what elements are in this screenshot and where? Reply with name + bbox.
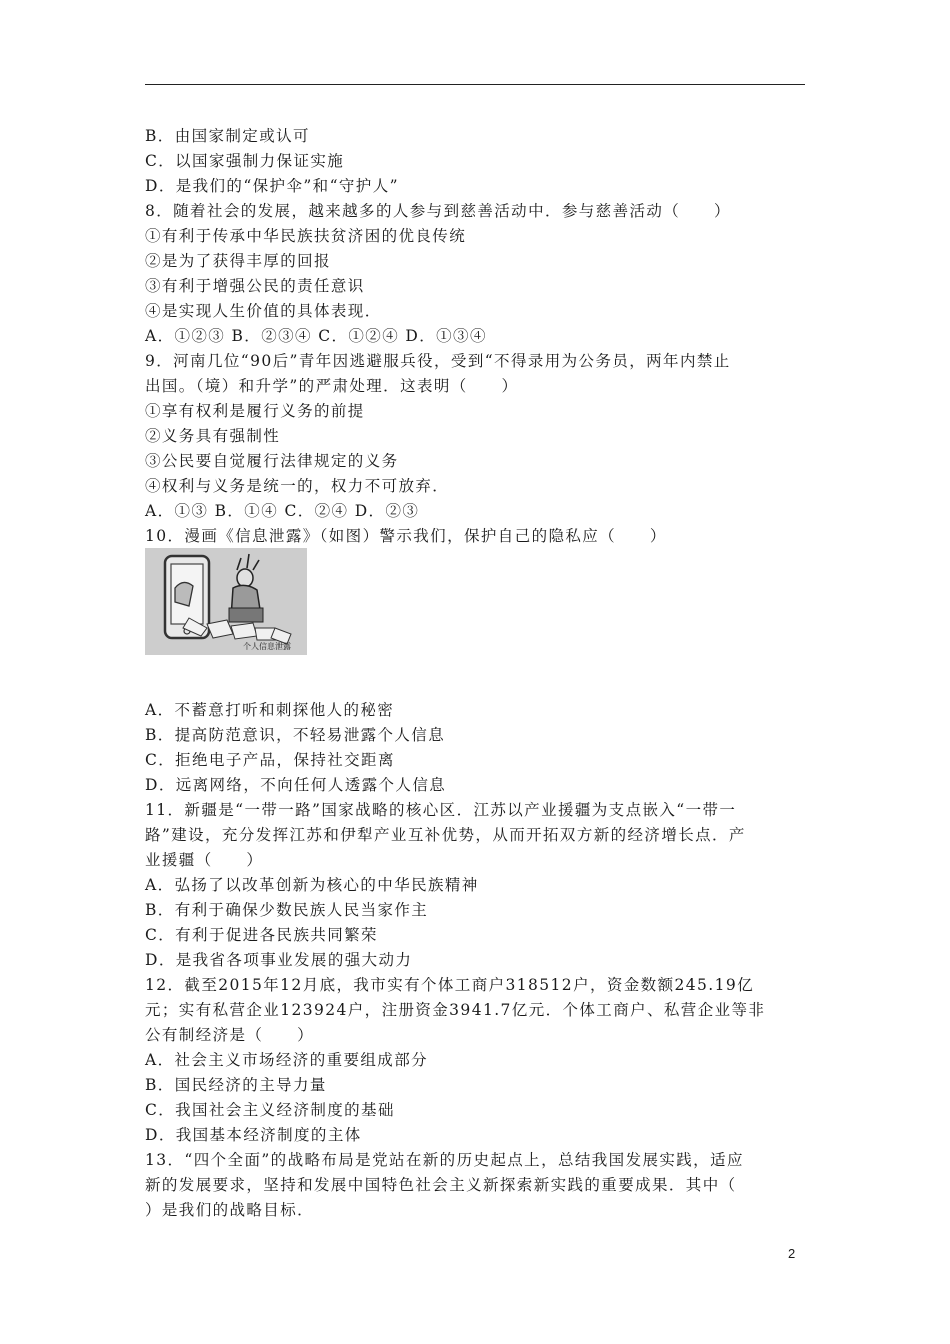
statement-line: ②义务具有强制性	[145, 427, 281, 445]
statement-line: ②是为了获得丰厚的回报	[145, 252, 331, 270]
option-line: A．不蓄意打听和刺探他人的秘密	[145, 701, 395, 719]
cartoon-caption: 个人信息泄露	[243, 642, 291, 651]
option-line: C．拒绝电子产品，保持社交距离	[145, 751, 395, 769]
question-10-stem: 10．漫画《信息泄露》（如图）警示我们，保护自己的隐私应（ ）	[145, 527, 667, 545]
option-line: C．我国社会主义经济制度的基础	[145, 1101, 395, 1119]
question-12-stem: 12．截至2015年12月底，我市实有个体工商户318512户，资金数额245.19亿	[145, 976, 754, 994]
question-9-stem: 9．河南几位“90后”青年因逃避服兵役，受到“不得录用为公务员，两年内禁止	[145, 352, 731, 370]
question-13-stem-cont: 新的发展要求，坚持和发展中国特色社会主义新探索新实践的重要成果．其中（	[145, 1176, 737, 1194]
page-number: 2	[788, 1246, 796, 1261]
option-line: B．国民经济的主导力量	[145, 1076, 327, 1094]
option-line: A．社会主义市场经济的重要组成部分	[145, 1051, 428, 1069]
question-11-stem-cont: 业援疆（ ）	[145, 851, 264, 869]
option-line: D．我国基本经济制度的主体	[145, 1126, 362, 1144]
option-line: C．有利于促进各民族共同繁荣	[145, 926, 378, 944]
option-line: B．有利于确保少数民族人民当家作主	[145, 901, 429, 919]
question-12-stem-cont: 元；实有私营企业123924户，注册资金3941.7亿元．个体工商户、私营企业等非	[145, 1001, 766, 1019]
answer-options: A．①③ B．①④ C．②④ D．②③	[145, 502, 420, 520]
option-line: D．远离网络，不向任何人透露个人信息	[145, 776, 447, 794]
statement-line: ③有利于增强公民的责任意识	[145, 277, 365, 295]
question-9-stem-cont: 出国。（境）和升学”的严肃处理．这表明（ ）	[145, 377, 519, 395]
statement-line: ③公民要自觉履行法律规定的义务	[145, 452, 399, 470]
option-line: B．由国家制定或认可	[145, 127, 310, 145]
cartoon-image	[145, 548, 307, 655]
answer-options: A．①②③ B．②③④ C．①②④ D．①③④	[145, 327, 487, 345]
header-rule	[145, 84, 805, 85]
statement-line: ①享有权利是履行义务的前提	[145, 402, 365, 420]
question-8-stem: 8．随着社会的发展，越来越多的人参与到慈善活动中．参与慈善活动（ ）	[145, 202, 731, 220]
option-line: C．以国家强制力保证实施	[145, 152, 345, 170]
question-11-stem: 11．新疆是“一带一路”国家战略的核心区．江苏以产业援疆为支点嵌入“一带一	[145, 801, 737, 819]
option-line: A．弘扬了以改革创新为核心的中华民族精神	[145, 876, 479, 894]
option-line: B．提高防范意识，不轻易泄露个人信息	[145, 726, 446, 744]
question-12-stem-cont: 公有制经济是（ ）	[145, 1026, 315, 1044]
question-11-stem-cont: 路”建设，充分发挥江苏和伊犁产业互补优势，从而开拓双方新的经济增长点．产	[145, 826, 746, 844]
cartoon-drawing	[145, 548, 307, 655]
option-line: D．是我们的“保护伞”和“守护人”	[145, 177, 399, 195]
statement-line: ④权利与义务是统一的，权力不可放弃．	[145, 477, 450, 495]
statement-line: ①有利于传承中华民族扶贫济困的优良传统	[145, 227, 467, 245]
option-line: D．是我省各项事业发展的强大动力	[145, 951, 413, 969]
question-13-stem: 13．“四个全面”的战略布局是党站在新的历史起点上，总结我国发展实践，适应	[145, 1151, 744, 1169]
statement-line: ④是实现人生价值的具体表现．	[145, 302, 382, 320]
question-13-stem-cont: ）是我们的战略目标．	[145, 1201, 315, 1219]
